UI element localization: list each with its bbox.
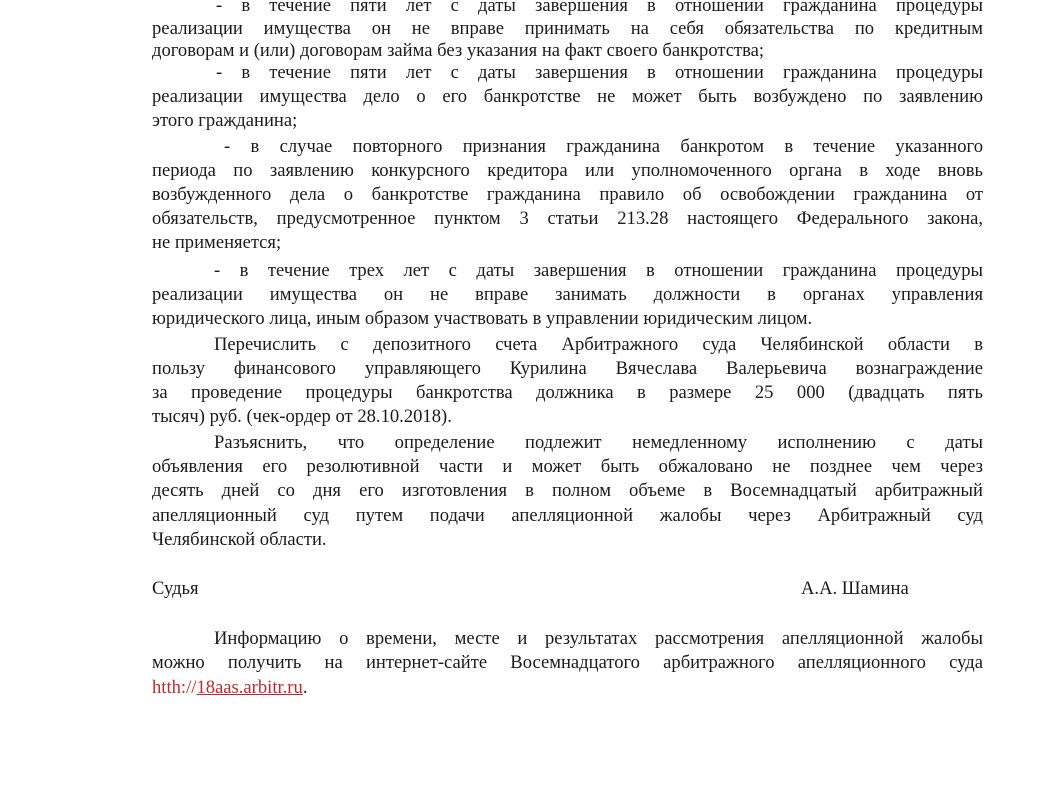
paragraph-1-line-3: договорам и (или) договорам займа без указания на факт своего банкротства;: [152, 40, 765, 61]
paragraph-2-line-2: реализации имущества дело о его банкротстве не может быть возбуждено по заявлению: [152, 86, 983, 107]
link-prefix: htth://: [152, 677, 197, 698]
court-website-link[interactable]: 18aas.arbitr.ru: [196, 677, 303, 698]
paragraph-3-line-4: обязательств, предусмотренное пунктом 3 статьи 213.28 настоящего Федерального закона,: [152, 208, 983, 229]
paragraph-3-line-1: - в случае повторного признания гражданина банкротом в течение указанного: [224, 136, 983, 157]
paragraph-3-line-3: возбужденного дела о банкротстве гражданина правило об освобождении гражданина от: [152, 184, 983, 205]
paragraph-5-line-4: тысяч) руб. (чек-ордер от 28.10.2018).: [152, 406, 452, 427]
paragraph-1-line-1: - в течение пяти лет с даты завершения в отношении гражданина процедуры: [216, 0, 983, 16]
paragraph-5-line-3: за проведение процедуры банкротства должника в размере 25 000 (двадцать пять: [152, 382, 983, 403]
paragraph-2-line-3: этого гражданина;: [152, 110, 298, 131]
info-link-line: [152, 675, 983, 700]
paragraph-4-line-3: юридического лица, иным образом участвовать в управлении юридическим лицом.: [152, 308, 813, 329]
paragraph-4-line-2: реализации имущества он не вправе занимать должности в органах управления: [152, 284, 983, 305]
link-suffix: .: [302, 677, 308, 698]
paragraph-4-line-1: - в течение трех лет с даты завершения в отношении гражданина процедуры: [214, 260, 983, 281]
paragraph-1-line-2: реализации имущества он не вправе принимать на себя обязательства по кредитным: [152, 18, 983, 39]
judge-name: А.А. Шамина: [801, 578, 909, 599]
paragraph-2-line-1: - в течение пяти лет с даты завершения в отношении гражданина процедуры: [216, 62, 983, 83]
paragraph-6-line-3: десять дней со дня его изготовления в полном объеме в Восемнадцатый арбитражный: [152, 480, 983, 501]
paragraph-6-line-4: апелляционный суд путем подачи апелляционной жалобы через Арбитражный суд: [152, 505, 983, 526]
paragraph-5-line-1: Перечислить с депозитного счета Арбитражного суда Челябинской области в: [214, 334, 983, 355]
paragraph-6-line-5: Челябинской области.: [152, 529, 327, 550]
judge-label: Судья: [152, 578, 199, 599]
paragraph-6-line-2: объявления его резолютивной части и может быть обжаловано не позднее чем через: [152, 456, 983, 477]
paragraph-3-line-5: не применяется;: [152, 232, 282, 253]
paragraph-3-line-2: периода по заявлению конкурсного кредитора или уполномоченного органа в ходе вновь: [152, 160, 983, 181]
paragraph-6-line-1: Разъяснить, что определение подлежит немедленному исполнению с даты: [214, 432, 983, 453]
info-line-1: Информацию о времени, месте и результатах рассмотрения апелляционной жалобы: [214, 628, 983, 649]
info-line-2: можно получить на интернет-сайте Восемнадцатого арбитражного апелляционного суда: [152, 652, 983, 673]
paragraph-5-line-2: пользу финансового управляющего Курилина Вячеслава Валерьевича вознаграждение: [152, 358, 983, 379]
